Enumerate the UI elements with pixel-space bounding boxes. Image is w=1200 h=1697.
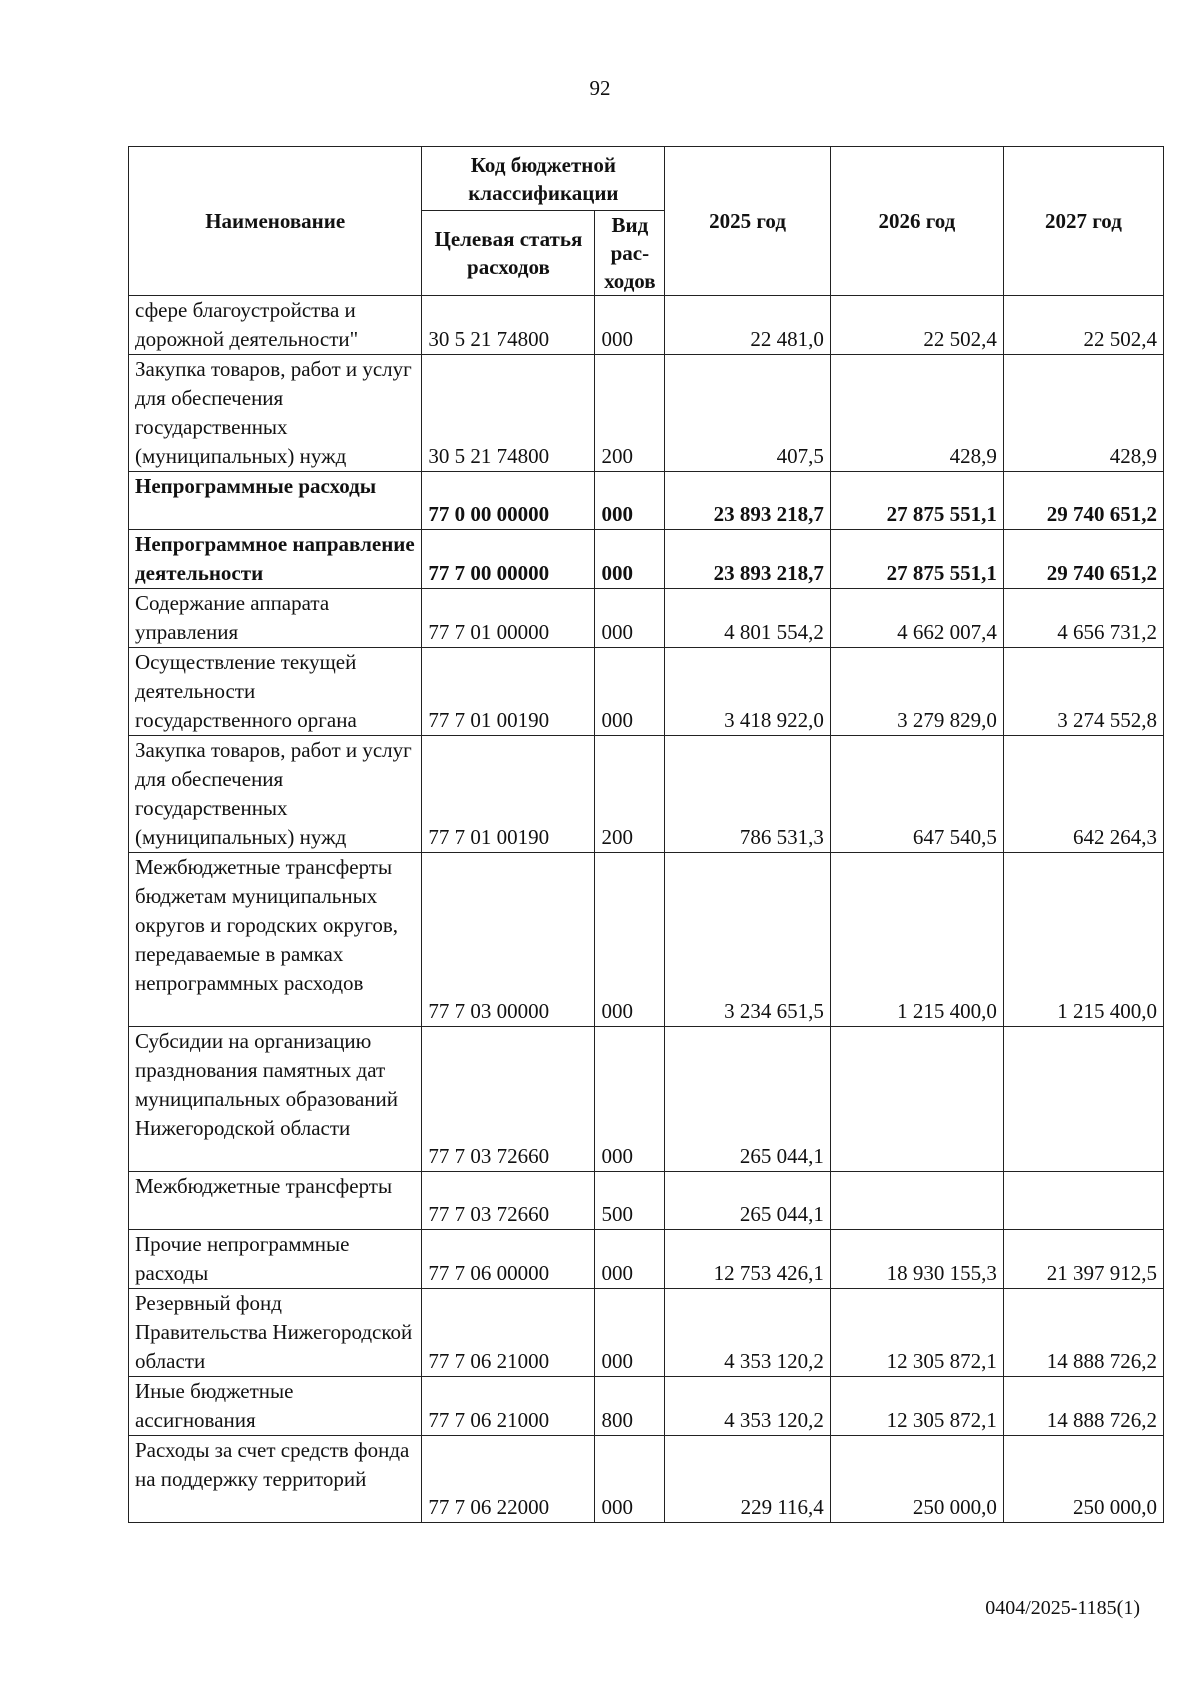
row-value-2026: 428,9 [830,355,1003,472]
header-2025: 2025 год [665,147,831,296]
row-value-2026: 4 662 007,4 [830,589,1003,648]
row-value-2026: 250 000,0 [830,1436,1003,1523]
row-value-2027: 250 000,0 [1003,1436,1163,1523]
row-value-2025: 229 116,4 [665,1436,831,1523]
row-name: Расходы за счет средств фонда на поддержку территорий [129,1436,422,1523]
header-name: Наименование [129,147,422,296]
table-row [129,472,1164,530]
table-row [129,1436,1164,1523]
row-value-2027 [1003,1172,1163,1230]
row-value-2026: 12 305 872,1 [830,1289,1003,1377]
row-target-article: 77 7 03 72660 [422,1172,595,1230]
row-expense-type: 000 [595,1027,665,1172]
row-name: Иные бюджетные ассигнования [129,1377,422,1436]
row-value-2027: 1 215 400,0 [1003,853,1163,1027]
row-name: Резервный фонд Правительства Нижегородской области [129,1289,422,1377]
header-2026: 2026 год [830,147,1003,296]
header-expense-type: Вид рас-ходов [595,211,665,296]
document-code: 0404/2025-1185(1) [985,1597,1140,1619]
row-value-2026: 647 540,5 [830,736,1003,853]
row-value-2025: 3 234 651,5 [665,853,831,1027]
row-expense-type: 800 [595,1377,665,1436]
row-expense-type: 000 [595,1289,665,1377]
row-value-2027: 642 264,3 [1003,736,1163,853]
row-value-2027: 14 888 726,2 [1003,1377,1163,1436]
row-name: Закупка товаров, работ и услуг для обеспечения государственных (муниципальных) нужд [129,355,422,472]
row-value-2025: 3 418 922,0 [665,648,831,736]
row-value-2026: 18 930 155,3 [830,1230,1003,1289]
row-value-2025: 265 044,1 [665,1172,831,1230]
row-value-2027 [1003,1027,1163,1172]
row-value-2027: 428,9 [1003,355,1163,472]
row-target-article: 77 7 06 21000 [422,1377,595,1436]
row-name: Непрограммное направление деятельности [129,530,422,589]
row-value-2025: 407,5 [665,355,831,472]
row-value-2025: 786 531,3 [665,736,831,853]
row-value-2026 [830,1027,1003,1172]
row-name: Закупка товаров, работ и услуг для обеспечения государственных (муниципальных) нужд [129,736,422,853]
row-name: Межбюджетные трансферты бюджетам муниципальных округов и городских округов, передаваемые в рамках непрограммных расходов [129,853,422,1027]
row-value-2027: 4 656 731,2 [1003,589,1163,648]
page-number: 92 [589,76,611,100]
row-target-article: 77 7 03 72660 [422,1027,595,1172]
row-expense-type: 000 [595,589,665,648]
row-expense-type: 000 [595,530,665,589]
row-value-2026: 1 215 400,0 [830,853,1003,1027]
row-value-2025: 23 893 218,7 [665,530,831,589]
table-header [129,147,1164,296]
row-value-2025: 4 353 120,2 [665,1377,831,1436]
row-target-article: 77 0 00 00000 [422,472,595,530]
table-row [129,1230,1164,1289]
row-name: Субсидии на организацию празднования памятных дат муниципальных образований Нижегородской области [129,1027,422,1172]
row-value-2026: 12 305 872,1 [830,1377,1003,1436]
row-value-2025: 12 753 426,1 [665,1230,831,1289]
row-value-2026: 27 875 551,1 [830,472,1003,530]
table-row [129,1377,1164,1436]
row-value-2025: 265 044,1 [665,1027,831,1172]
row-expense-type: 000 [595,648,665,736]
row-value-2027: 22 502,4 [1003,296,1163,355]
row-value-2027: 21 397 912,5 [1003,1230,1163,1289]
row-expense-type: 200 [595,736,665,853]
row-name: Содержание аппарата управления [129,589,422,648]
row-value-2026 [830,1172,1003,1230]
row-expense-type: 500 [595,1172,665,1230]
table-body [129,296,1164,1523]
row-value-2025: 22 481,0 [665,296,831,355]
row-value-2027: 3 274 552,8 [1003,648,1163,736]
table-row [129,355,1164,472]
row-name: Осуществление текущей деятельности государственного органа [129,648,422,736]
row-value-2027: 29 740 651,2 [1003,472,1163,530]
row-target-article: 77 7 00 00000 [422,530,595,589]
table-row [129,589,1164,648]
table-row [129,648,1164,736]
row-value-2025: 4 801 554,2 [665,589,831,648]
row-target-article: 77 7 01 00190 [422,648,595,736]
row-target-article: 77 7 06 22000 [422,1436,595,1523]
row-value-2025: 4 353 120,2 [665,1289,831,1377]
header-kbk: Код бюджетной классификации [422,147,665,211]
table-row [129,853,1164,1027]
table-row [129,530,1164,589]
row-expense-type: 200 [595,355,665,472]
header-target-article: Целевая статья расходов [422,211,595,296]
row-expense-type: 000 [595,472,665,530]
row-value-2026: 27 875 551,1 [830,530,1003,589]
row-value-2027: 14 888 726,2 [1003,1289,1163,1377]
row-name: сфере благоустройства и дорожной деятельности" [129,296,422,355]
row-target-article: 77 7 06 00000 [422,1230,595,1289]
row-name: Прочие непрограммные расходы [129,1230,422,1289]
row-value-2026: 22 502,4 [830,296,1003,355]
row-expense-type: 000 [595,853,665,1027]
row-target-article: 77 7 03 00000 [422,853,595,1027]
row-value-2027: 29 740 651,2 [1003,530,1163,589]
row-expense-type: 000 [595,1230,665,1289]
row-name: Непрограммные расходы [129,472,422,530]
row-target-article: 77 7 01 00190 [422,736,595,853]
table-row [129,296,1164,355]
table-row [129,736,1164,853]
budget-table [128,146,1164,1523]
row-target-article: 30 5 21 74800 [422,355,595,472]
header-2027: 2027 год [1003,147,1163,296]
row-expense-type: 000 [595,1436,665,1523]
row-value-2026: 3 279 829,0 [830,648,1003,736]
table-row [129,1289,1164,1377]
row-expense-type: 000 [595,296,665,355]
table-row [129,1027,1164,1172]
row-target-article: 77 7 01 00000 [422,589,595,648]
row-value-2025: 23 893 218,7 [665,472,831,530]
table-row [129,1172,1164,1230]
row-name: Межбюджетные трансферты [129,1172,422,1230]
row-target-article: 77 7 06 21000 [422,1289,595,1377]
row-target-article: 30 5 21 74800 [422,296,595,355]
